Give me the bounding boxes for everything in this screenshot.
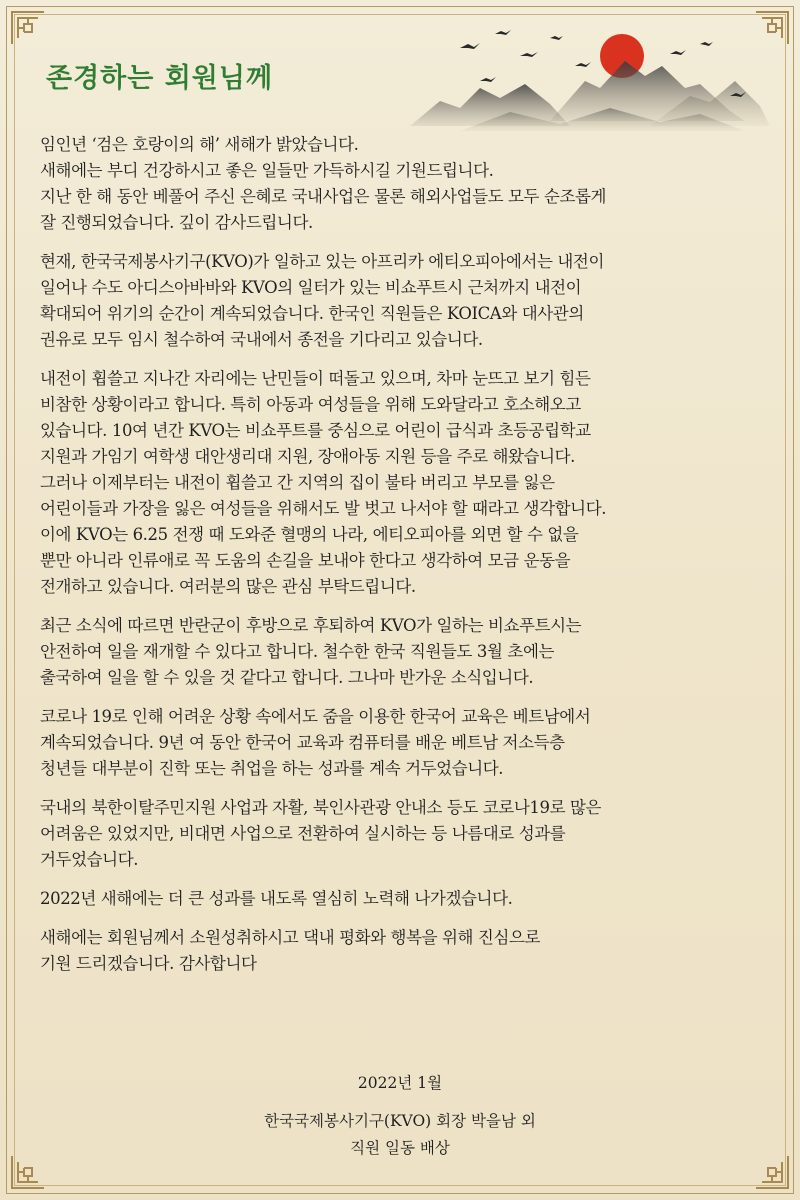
paragraph [40, 132, 765, 236]
signature-line: 한국국제봉사기구(KVO) 회장 박을남 외 [264, 1112, 536, 1130]
text-line: 어려움은 있었지만, 비대면 사업으로 전환하여 실시하는 등 나름대로 성과를 [40, 824, 566, 843]
text-line: 뿐만 아니라 인류애로 꼭 도움의 손길을 보내야 한다고 생각하여 모금 운동을 [40, 551, 571, 570]
paragraph [40, 795, 765, 873]
text-line: 어린이들과 가장을 잃은 여성들을 위해서도 발 벗고 나서야 할 때라고 생각합니다. [40, 499, 607, 518]
text-line: 지원과 가임기 여학생 대안생리대 지원, 장애아동 지원 등을 주로 해왔습니다. [40, 447, 576, 466]
paragraph [40, 613, 765, 691]
text-line: 전개하고 있습니다. 여러분의 많은 관심 부탁드립니다. [40, 577, 416, 596]
text-line: 권유로 모두 임시 철수하여 국내에서 종전을 기다리고 있습니다. [40, 330, 483, 349]
text-line: 안전하여 일을 재개할 수 있다고 합니다. 철수한 한국 직원들도 3월 초에는 [40, 642, 555, 661]
text-line: 임인년 ‘검은 호랑이의 해’ 새해가 밝았습니다. [40, 135, 359, 154]
text-line: 잘 진행되었습니다. 깊이 감사드립니다. [40, 213, 313, 232]
paragraph [40, 886, 765, 912]
text-line: 기원 드리겠습니다. 감사합니다 [40, 954, 257, 973]
text-line: 새해에는 부디 건강하시고 좋은 일들만 가득하시길 기원드립니다. [40, 161, 494, 180]
text-line: 코로나 19로 인해 어려운 상황 속에서도 줌을 이용한 한국어 교육은 베트남에서 [40, 707, 591, 726]
text-line: 이에 KVO는 6.25 전쟁 때 도와준 혈맹의 나라, 에티오피아를 외면 할 수 없을 [40, 525, 579, 544]
signature-line: 직원 일동 배상 [350, 1139, 450, 1157]
letter-date [0, 1070, 800, 1097]
text-line: 현재, 한국국제봉사기구(KVO)가 일하고 있는 아프리카 에티오피아에서는 내전이 [40, 252, 604, 271]
letter-body [40, 132, 765, 990]
date-text: 2022년 1월 [357, 1074, 443, 1092]
paragraph [40, 925, 765, 977]
text-line: 그러나 이제부터는 내전이 휩쓸고 간 지역의 집이 불타 버리고 부모를 잃은 [40, 473, 555, 492]
text-line: 계속되었습니다. 9년 여 동안 한국어 교육과 컴퓨터를 배운 베트남 저소득층 [40, 733, 565, 752]
text-line: 새해에는 회원님께서 소원성취하시고 댁내 평화와 행복을 위해 진심으로 [40, 928, 541, 947]
paragraph [40, 249, 765, 353]
letter-signature [0, 1108, 800, 1162]
text-line: 국내의 북한이탈주민지원 사업과 자활, 북인사관광 안내소 등도 코로나19로 많은 [40, 798, 602, 817]
text-line: 청년들 대부분이 진학 또는 취업을 하는 성과를 계속 거두었습니다. [40, 759, 504, 778]
text-line: 최근 소식에 따르면 반란군이 후방으로 후퇴하여 KVO가 일하는 비쇼푸트시는 [40, 616, 582, 635]
text-line: 확대되어 위기의 순간이 계속되었습니다. 한국인 직원들은 KOICA와 대사관의 [40, 304, 584, 323]
ink-mountains-sun-icon [400, 26, 770, 136]
text-line: 있습니다. 10여 년간 KVO는 비쇼푸트를 중심으로 어린이 급식과 초등공립학교 [40, 421, 591, 440]
text-line: 출국하여 일을 할 수 있을 것 같다고 합니다. 그나마 반가운 소식입니다. [40, 668, 534, 687]
paragraph [40, 704, 765, 782]
text-line: 비참한 상황이라고 합니다. 특히 아동과 여성들을 위해 도와달라고 호소해오고 [40, 395, 581, 414]
letter-greeting: 존경하는 회원님께 [46, 63, 274, 94]
paragraph [40, 366, 765, 600]
text-line: 2022년 새해에는 더 큰 성과를 내도록 열심히 노력해 나가겠습니다. [40, 889, 513, 908]
text-line: 지난 한 해 동안 베풀어 주신 은혜로 국내사업은 물론 해외사업들도 모두 순조롭게 [40, 187, 607, 206]
text-line: 거두었습니다. [40, 850, 139, 869]
text-line: 내전이 휩쓸고 지나간 자리에는 난민들이 떠돌고 있으며, 차마 눈뜨고 보기 힘든 [40, 369, 591, 388]
text-line: 일어나 수도 아디스아바바와 KVO의 일터가 있는 비쇼푸트시 근처까지 내전이 [40, 278, 582, 297]
corner-ornament-icon [8, 8, 48, 48]
